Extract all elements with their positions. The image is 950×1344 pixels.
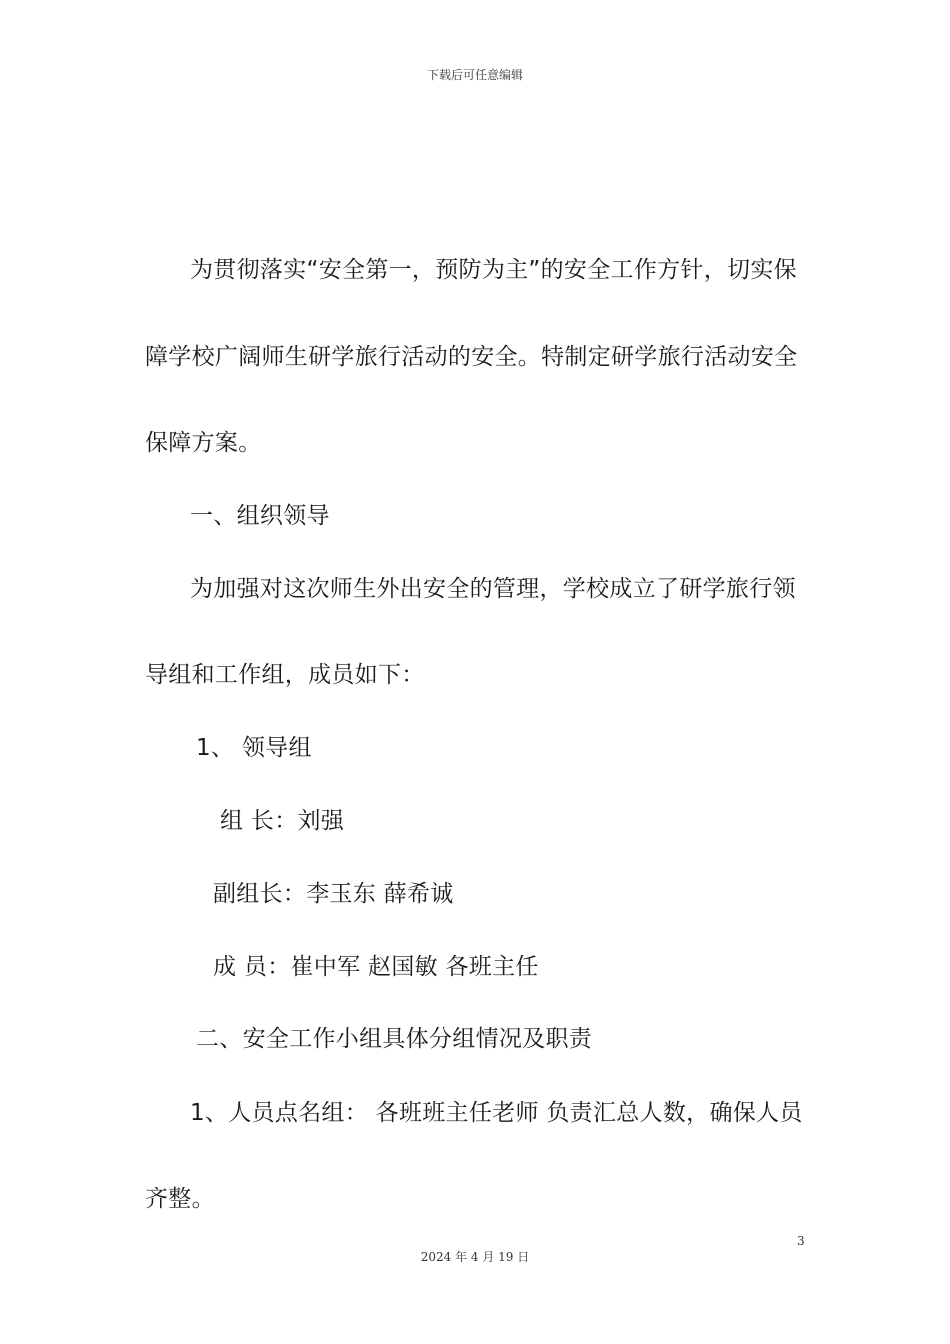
paragraph-intro-line-3: 保障方案。: [145, 430, 262, 456]
page-footer-date: 2024 年 4 月 19 日: [420, 1250, 530, 1264]
paragraph-rollcall-line-1: 1、人员点名组： 各班班主任老师 负责汇总人数，确保人员: [190, 1100, 803, 1126]
member-deputy-leaders: 副组长：李玉东 薛希诚: [213, 881, 454, 907]
paragraph-rollcall-line-2: 齐整。: [145, 1186, 215, 1212]
paragraph-intro-line-1: 为贯彻落实“安全第一，预防为主”的安全工作方针，切实保: [190, 257, 797, 283]
section-heading-2: 二、安全工作小组具体分组情况及职责: [196, 1026, 593, 1052]
member-members: 成 员：崔中军 赵国敏 各班主任: [213, 954, 539, 980]
paragraph-org-line-2: 导组和工作组，成员如下：: [145, 662, 425, 688]
paragraph-intro-line-2: 障学校广阔师生研学旅行活动的安全。特制定研学旅行活动安全: [145, 344, 798, 370]
member-leader: 组 长：刘强: [220, 808, 345, 834]
page-number: 3: [797, 1234, 805, 1248]
paragraph-org-line-1: 为加强对这次师生外出安全的管理，学校成立了研学旅行领: [190, 576, 796, 602]
subheading-leadership-group: 1、 领导组: [196, 735, 312, 761]
section-heading-1: 一、组织领导: [190, 503, 330, 529]
page-header: 下载后可任意编辑: [426, 68, 523, 82]
